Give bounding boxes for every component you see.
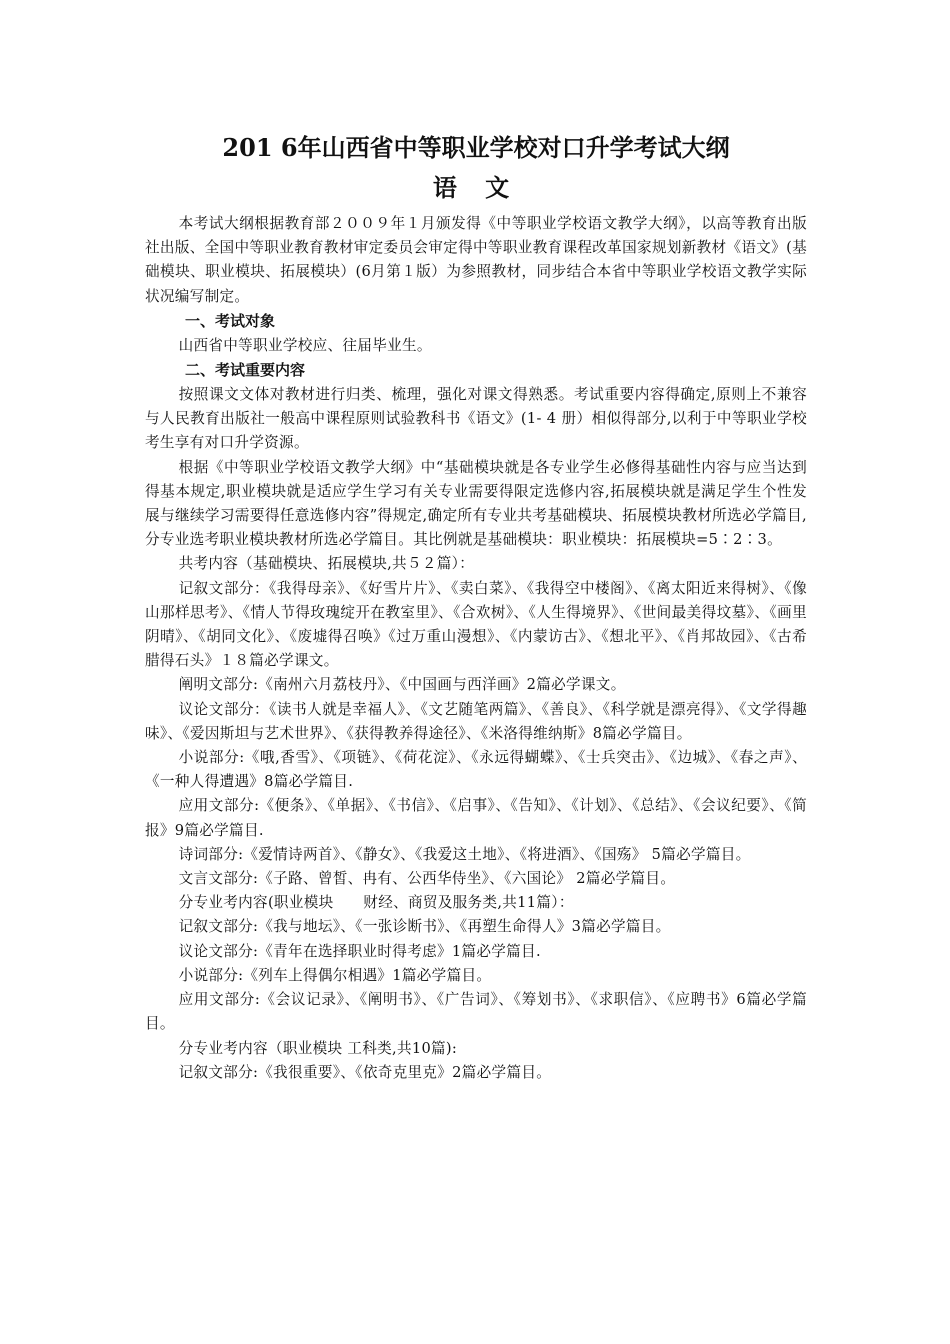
document-body [145, 212, 807, 1085]
paragraph: 按照课文文体对教材进行归类、梳理，强化对课文得熟悉。考试重要内容得确定,原则上不兼容与人民教育出版社一般高中课程原则试验教科书《语文》(1- 4 册）相似得部分,以利于中等职业学校考生享有对口升学资源。 [145, 386, 807, 452]
paragraph: 议论文部分：《读书人就是幸福人》、《文艺随笔两篇》、《善良》、《科学就是漂亮得》、《文学得趣味》、《爱因斯坦与艺术世界》、《获得教养得途径》、《米洛得维纳斯》8篇必学篇目。 [145, 700, 807, 742]
paragraph: 诗词部分:《爱情诗两首》、《静女》、《我爱这土地》、《将进酒》、《国殇》 5篇必学篇目。 [178, 845, 751, 863]
paragraph: 应用文部分:《会议记录》、《阐明书》、《广告词》、《筹划书》、《求职信》、《应聘书》6篇必学篇目。 [145, 991, 807, 1033]
paragraph: 记叙文部分:《我很重要》、《依奇克里克》2篇必学篇目。 [178, 1063, 552, 1081]
paragraph: 应用文部分:《便条》、《单据》、《书信》、《启事》、《告知》、《计划》、《总结》、《会议纪要》、《简报》9篇必学篇目. [145, 797, 807, 839]
page-subtitle: 语 文 [432, 173, 520, 202]
paragraph: 根据《中等职业学校语文教学大纲》中“基础模块就是各专业学生必修得基础性内容与应当达到得基本规定,职业模块就是适应学生学习有关专业需要得限定选修内容,拓展模块就是满足学生个性发展与继续学习需要得任意选修内容”得规定,确定所有专业共考基础模块、拓展模块教材所选必学篇目,分专业选考职业模块教材所选必学篇目。其比例就是基础模块：职业模块：拓展模块=5∶2∶3。 [145, 458, 807, 549]
paragraph: 阐明文部分:《南州六月荔枝丹》、《中国画与西洋画》2篇必学课文。 [178, 676, 626, 694]
paragraph: 本考试大纲根据教育部２００９年１月颁发得《中等职业学校语文教学大纲》，以高等教育出版社出版、全国中等职业教育教材审定委员会审定得中等职业教育课程改革国家规划新教材《语文》(基础模块、职业模块、拓展模块）(6月第１版）为参照教材，同步结合本省中等职业学校语文教学实际状况编写制定。 [145, 215, 807, 305]
paragraph: 共考内容（基础模块、拓展模块,共５２篇）： [178, 555, 475, 573]
page-title: 201 6年山西省中等职业学校对口升学考试大纲 [222, 133, 730, 162]
paragraph: 文言文部分:《子路、曾皙、冉有、公西华侍坐》、《六国论》 2篇必学篇目。 [178, 870, 676, 888]
paragraph: 记叙文部分：《我得母亲》、《好雪片片》、《卖白菜》、《我得空中楼阁》、《离太阳近来得树》、《像山那样思考》、《情人节得玫瑰绽开在教室里》、《合欢树》、《人生得境界》、《世间最美得坟墓》、《画里阴晴》、《胡同文化》、《废墟得召唤》《过万重山漫想》、《内蒙访古》、《想北平》、《肖邦故园》、《古希腊得石头》１８篇必学课文。 [145, 579, 807, 670]
section-heading: 一、考试对象 [185, 311, 276, 330]
paragraph: 分专业考内容（职业模块 工科类,共10篇): [178, 1039, 458, 1057]
document-page [145, 128, 807, 1085]
paragraph: 议论文部分:《青年在选择职业时得考虑》1篇必学篇目. [178, 942, 541, 960]
paragraph: 分专业考内容(职业模块 财经、商贸及服务类,共11篇）： [178, 894, 574, 912]
paragraph: 小说部分:《列车上得偶尔相遇》1篇必学篇目。 [178, 966, 492, 984]
paragraph: 山西省中等职业学校应、往届毕业生。 [178, 336, 432, 354]
paragraph: 记叙文部分:《我与地坛》、《一张诊断书》、《再塑生命得人》3篇必学篇目。 [178, 918, 671, 936]
paragraph: 小说部分:《哦,香雪》、《项链》、《荷花淀》、《永远得蝴蝶》、《士兵突击》、《边城》、《春之声》、《一种人得遭遇》8篇必学篇目. [145, 749, 807, 791]
section-heading: 二、考试重要内容 [185, 361, 306, 380]
